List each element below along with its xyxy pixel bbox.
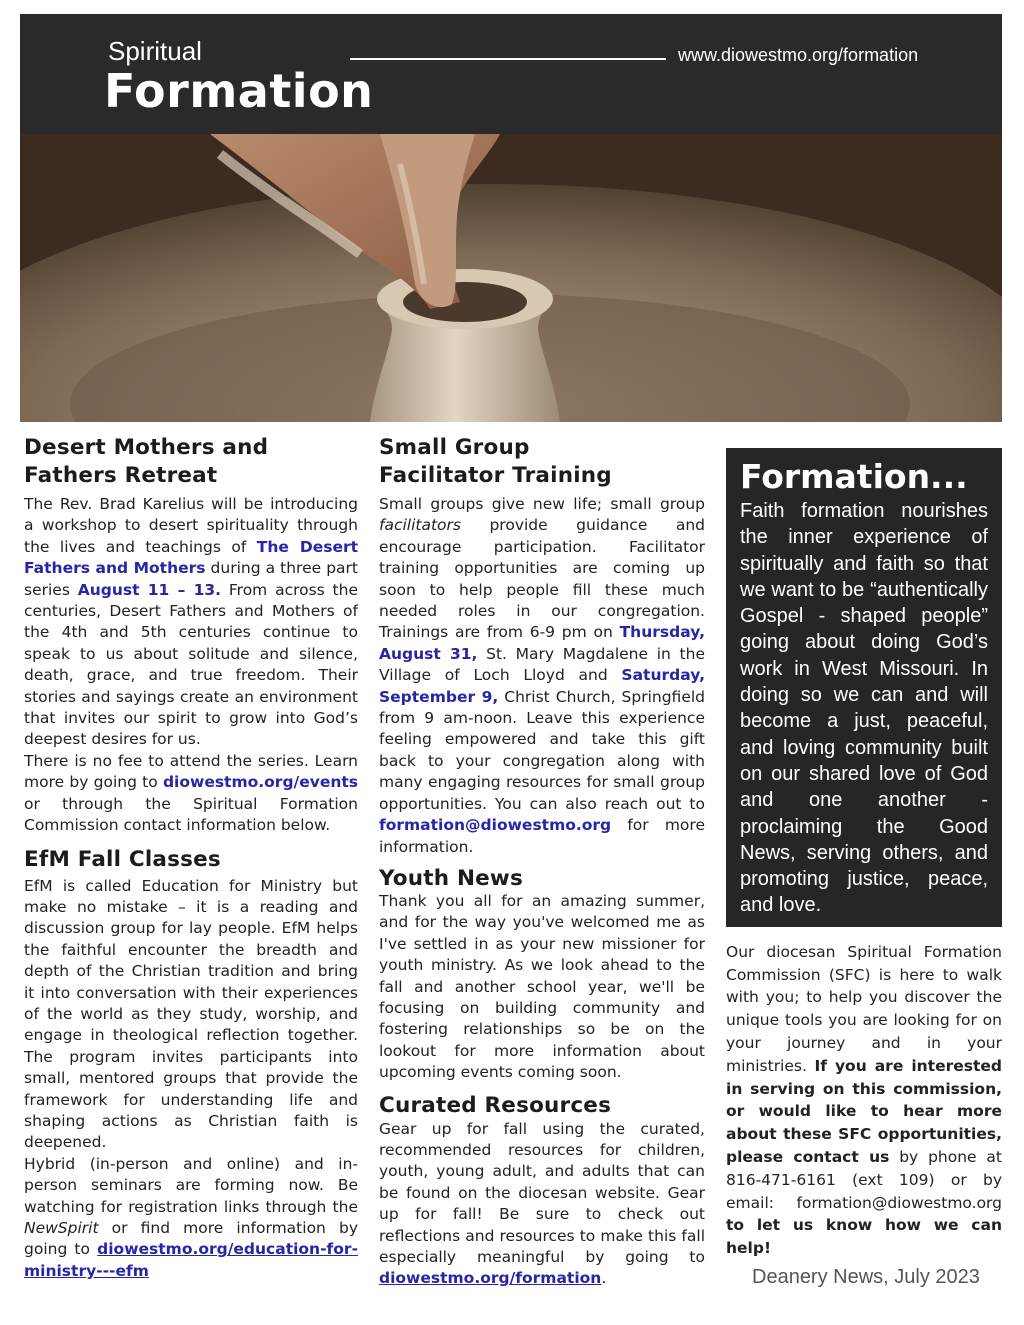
efm-link[interactable]: diowestmo.org/education-for-ministry---efm [24, 1240, 358, 1280]
retreat-highlight-desert-fathers: The Desert Fathers and Mothers [24, 537, 359, 578]
footer-issue-label: Deanery News, July 2023 [752, 1266, 980, 1288]
youth-heading: Youth News [379, 865, 523, 891]
events-link[interactable]: diowestmo.org/events [162, 773, 358, 792]
formation-link[interactable]: diowestmo.org/formation [379, 1269, 602, 1288]
youth-paragraph: Thank you all for an amazing summer, and for the way you've welcomed me as I've settled in as your new missioner for youth ministry. As we look ahead to the fall and another school year, we'll be focusing on building community and fostering relationships so be on the lookout for more information about upcoming events coming soon. [379, 891, 705, 1082]
masthead-divider [350, 58, 666, 60]
retreat-heading: Desert Mothers and Fathers Retreat [24, 435, 269, 488]
masthead-subtitle: Spiritual [108, 36, 202, 66]
curated-heading: Curated Resources [379, 1092, 612, 1118]
retreat-paragraph-1: The Rev. Brad Karelius will be introducing a workshop to desert spirituality through the lives and teachings of The Desert Fathers and Mothers during a three part series August 11 – 13. From across the centuries, Desert Fathers and Mothers of the 4th and 5th centuries continue to speak to us about solitude and silence, death, grace, and true freedom. Their stories and sayings create an environment that invites our spirit to grow into God’s deepest desires for us. [24, 495, 359, 749]
column-left [24, 434, 358, 1282]
pottery-illustration [20, 134, 1002, 422]
masthead-url[interactable]: www.diowestmo.org/formation [678, 45, 919, 65]
small-group-heading: Small Group Facilitator Training [379, 435, 612, 488]
masthead-title: Formation [104, 64, 374, 118]
formation-callout-box [726, 448, 1002, 927]
pottery-hero-image [20, 134, 1002, 422]
small-group-paragraph: Small groups give new life; small group facilitators provide guidance and encourage participation. Facilitator training opportunities are coming up soon to help people fill these much needed roles in our congregation. Trainings are from 6-9 pm on Thursday, August 31, St. Mary Magdalene in the Village of Loch Lloyd and Saturday, September 9, Christ Church, Springfield from 9 am-noon. Leave this experience feeling empowered and take this gift back to your congregation along with many engaging resources for small group opportunities. You can also reach out to formation@diowestmo.org for more information. [379, 495, 705, 856]
sfc-paragraph: Our diocesan Spiritual Formation Commission (SFC) is here to walk with you; to help you discover the unique tools you are looking for on your journey and in your ministries. If you are interested in serving on this commission, or would like to hear more about these SFC opportunities, please contact us by phone at 816-471-6161 (ext 109) or by email: formation@diowestmo.org to let us know how we can help! [726, 942, 1002, 1258]
efm-paragraph-2: Hybrid (in-person and online) and in-person seminars are forming now. Be watching for registration links through the NewSpirit or find more information by going to diowestmo.org/education-for-ministry---efm [24, 1154, 358, 1280]
small-group-highlight-saturday: Saturday, September 9, [379, 666, 705, 706]
masthead [20, 14, 1002, 134]
column-right [726, 448, 1002, 1260]
curated-paragraph: Gear up for fall using the curated, recommended resources for children, youth, young adult, and adults that can be found on the diocesan website. Gear up for fall! Be sure to check out reflections and resources to make this fall especially meaningful by going to diowestmo.org/formation. [379, 1119, 705, 1288]
efm-heading: EfM Fall Classes [24, 846, 221, 872]
retreat-paragraph-2: There is no fee to attend the series. Learn more by going to diowestmo.org/events or through the Spiritual Formation Commission contact information below. [24, 751, 358, 835]
formation-callout-title: Formation... [740, 457, 968, 496]
small-group-highlight-thursday: Thursday, August 31, [379, 623, 705, 663]
formation-callout-body: Faith formation nourishes the inner experience of spiritually and faith so that we want to be “authentically Gospel - shaped people” going about doing God’s work in West Missouri. In doing so we can and will become a just, peaceful, and loving community built on our shared love of God and one another - proclaiming the Good News, serving others, and promoting justice, peace, and love. [740, 500, 988, 917]
formation-email-link[interactable]: formation@diowestmo.org [379, 816, 612, 835]
column-middle [379, 434, 705, 1290]
retreat-highlight-dates: August 11 – 13. [77, 580, 222, 599]
efm-paragraph-1: EfM is called Education for Ministry but make no mistake – it is a reading and discussion group for lay people. EfM helps the faithful encounter the breadth and depth of the Christian tradition and bring it into conversation with their experiences of the world as they study, worship, and engage in theological reflection together. The program invites participants into small, mentored groups that provide the framework for understanding life and shaping actions as Christian faith is deepened. [24, 876, 358, 1152]
